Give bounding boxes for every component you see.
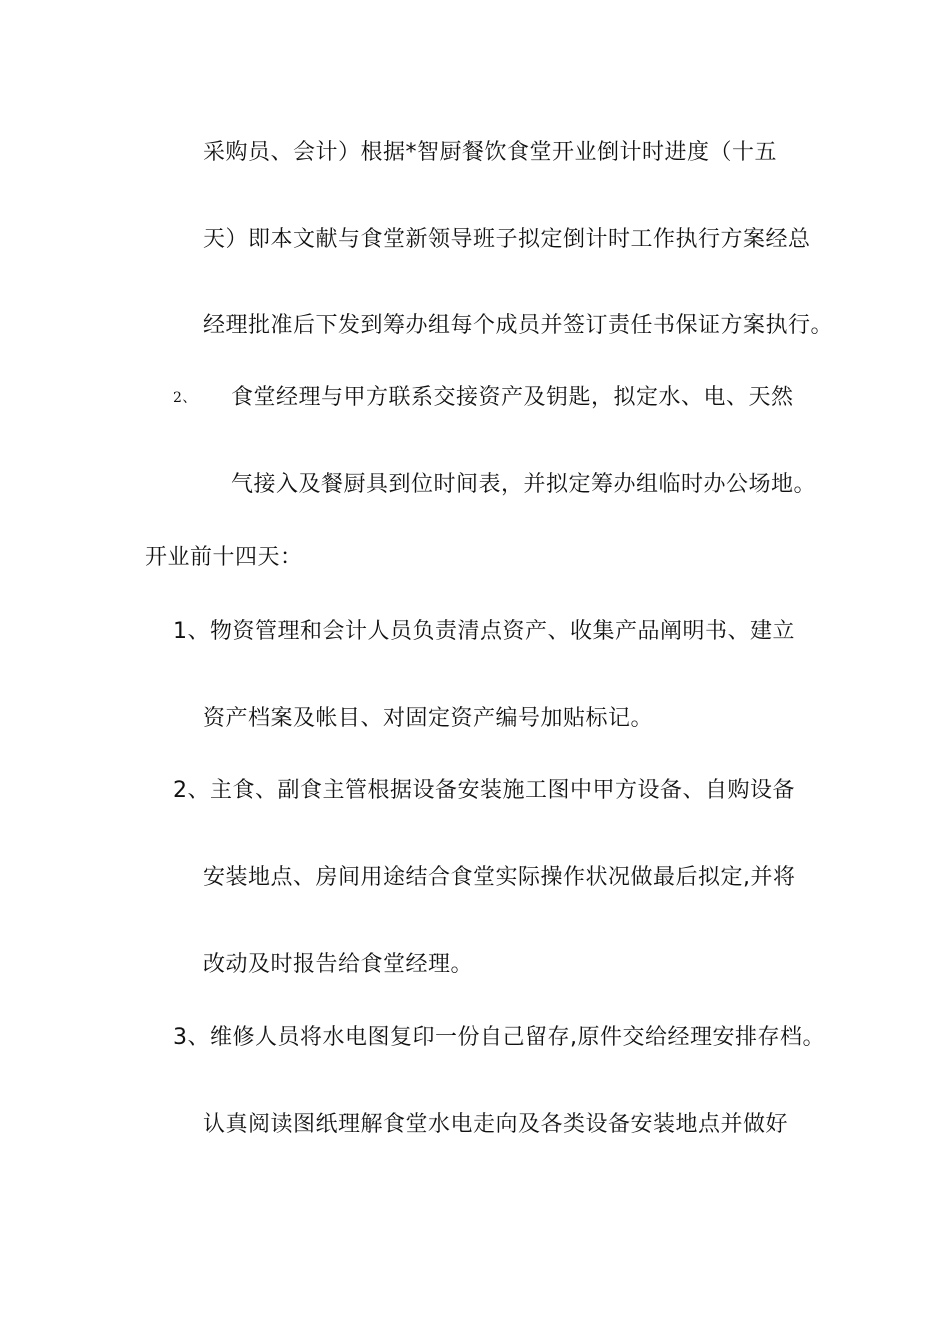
list-item: 3、维修人员将水电图复印一份自己留存,原件交给经理安排存档。: [173, 1025, 825, 1050]
list-item: 1、物资管理和会计人员负责清点资产、收集产品阐明书、建立: [173, 619, 795, 644]
list-item: 2、主食、副食主管根据设备安装施工图中甲方设备、自购设备: [173, 778, 795, 803]
paragraph-line: 经理批准后下发到筹办组每个成员并签订责任书保证方案执行。: [203, 313, 834, 338]
paragraph-line: 安装地点、房间用途结合食堂实际操作状况做最后拟定,并将: [203, 865, 796, 890]
paragraph-line: 采购员、会计）根据*智厨餐饮食堂开业倒计时进度（十五: [203, 140, 778, 165]
paragraph-line: 认真阅读图纸理解食堂水电走向及各类设备安装地点并做好: [203, 1112, 789, 1137]
paragraph-line: 改动及时报告给食堂经理。: [203, 952, 474, 977]
section-heading: 开业前十四天：: [145, 545, 303, 570]
paragraph-line: 天）即本文献与食堂新领导班子拟定倒计时工作执行方案经总: [203, 227, 811, 252]
paragraph-line: 资产档案及帐目、对固定资产编号加贴标记。: [203, 706, 654, 731]
paragraph-line: 气接入及餐厨具到位时间表，并拟定筹办组临时办公场地。: [231, 472, 817, 497]
paragraph-line: 食堂经理与甲方联系交接资产及钥匙，拟定水、电、天然: [231, 385, 794, 410]
list-marker: 2、: [173, 390, 197, 406]
